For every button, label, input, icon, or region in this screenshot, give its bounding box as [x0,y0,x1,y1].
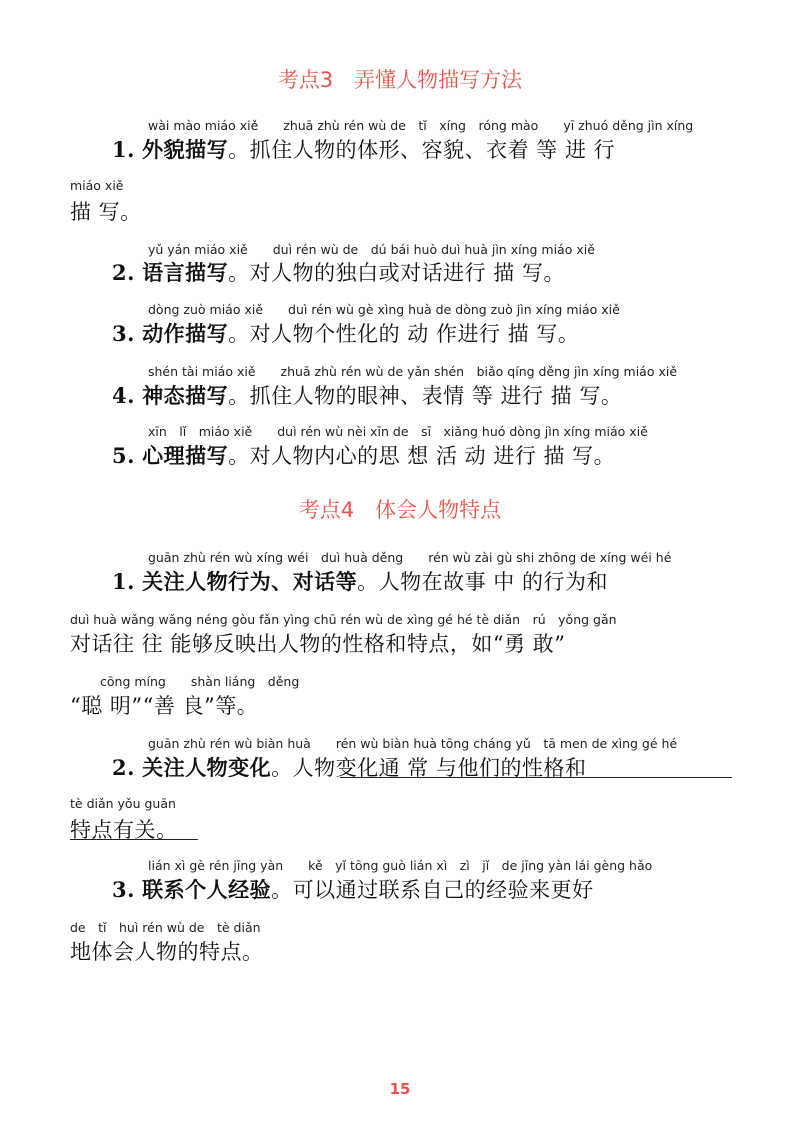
method-item-1: 1. 外貌描写。抓住人物的体形、容貌、衣着 等 进 行 [112,137,616,162]
pinyin-line: shén tài miáo xiě zhuā zhù rén wù de yǎn shén biǎo qíng děng jìn xíng miáo xiě [148,364,678,379]
feature-item-1-cont: 对话往 往 能够反映出人物的性格和特点，如“勇 敢” [70,632,566,656]
method-item-1-cont: 描 写。 [70,200,142,224]
method-item-2: 2. 语言描写。对人物的独白或对话进行 描 写。 [112,260,565,285]
feature-item-2-cont: 特点有关。 [70,818,178,842]
pinyin-line: guān zhù rén wù biàn huà rén wù biàn huà tōng cháng yǔ tā men de xìng gé hé [148,736,678,751]
section3-title: 考点3 弄懂人物描写方法 [277,68,523,92]
underline [70,839,198,840]
method-item-3: 3. 动作描写。对人物个性化的 动 作进行 描 写。 [112,321,580,346]
pinyin-line: wài mào miáo xiě zhuā zhù rén wù de tǐ xíng róng mào yī zhuó děng jìn xíng [148,118,694,133]
feature-item-3-cont: 地体会人物的特点。 [70,940,264,964]
section4-title: 考点4 体会人物特点 [298,498,502,522]
pinyin-line: de tǐ huì rén wù de tè diǎn [70,920,261,935]
feature-item-1: 1. 关注人物行为、对话等。人物在故事 中 的行为和 [112,569,608,594]
pinyin-line: duì huà wǎng wǎng néng gòu fǎn yìng chū rén wù de xìng gé hé tè diǎn rú yǒng gǎn [70,612,617,627]
pinyin-line: cōng míng shàn liáng děng [100,674,300,689]
pinyin-line: dòng zuò miáo xiě duì rén wù gè xìng huà de dòng zuò jìn xíng miáo xiě [148,302,620,317]
pinyin-line: miáo xiě [70,178,124,193]
pinyin-line: yǔ yán miáo xiě duì rén wù de dú bái huò duì huà jìn xíng miáo xiě [148,242,595,257]
pinyin-line: guān zhù rén wù xíng wéi duì huà děng rén wù zài gù shi zhōng de xíng wéi hé [148,550,672,565]
pinyin-line: xīn lǐ miáo xiě duì rén wù nèi xīn de sī xiǎng huó dòng jìn xíng miáo xiě [148,424,648,439]
feature-item-2: 2. 关注人物变化。人物变化通 常 与他们的性格和 [112,755,587,780]
feature-item-3: 3. 联系个人经验。可以通过联系自己的经验来更好 [112,877,594,902]
feature-item-1-cont2: “聪 明”“善 良”等。 [70,694,259,718]
pinyin-line: tè diǎn yǒu guān [70,796,176,811]
method-item-4: 4. 神态描写。抓住人物的眼神、表情 等 进行 描 写。 [112,383,623,408]
method-item-5: 5. 心理描写。对人物内心的思 想 活 动 进行 描 写。 [112,443,616,468]
page-number: 15 [389,1080,411,1098]
underline [340,777,732,778]
pinyin-line: lián xì gè rén jīng yàn kě yǐ tōng guò lián xì zì jǐ de jīng yàn lái gèng hǎo [148,858,653,873]
